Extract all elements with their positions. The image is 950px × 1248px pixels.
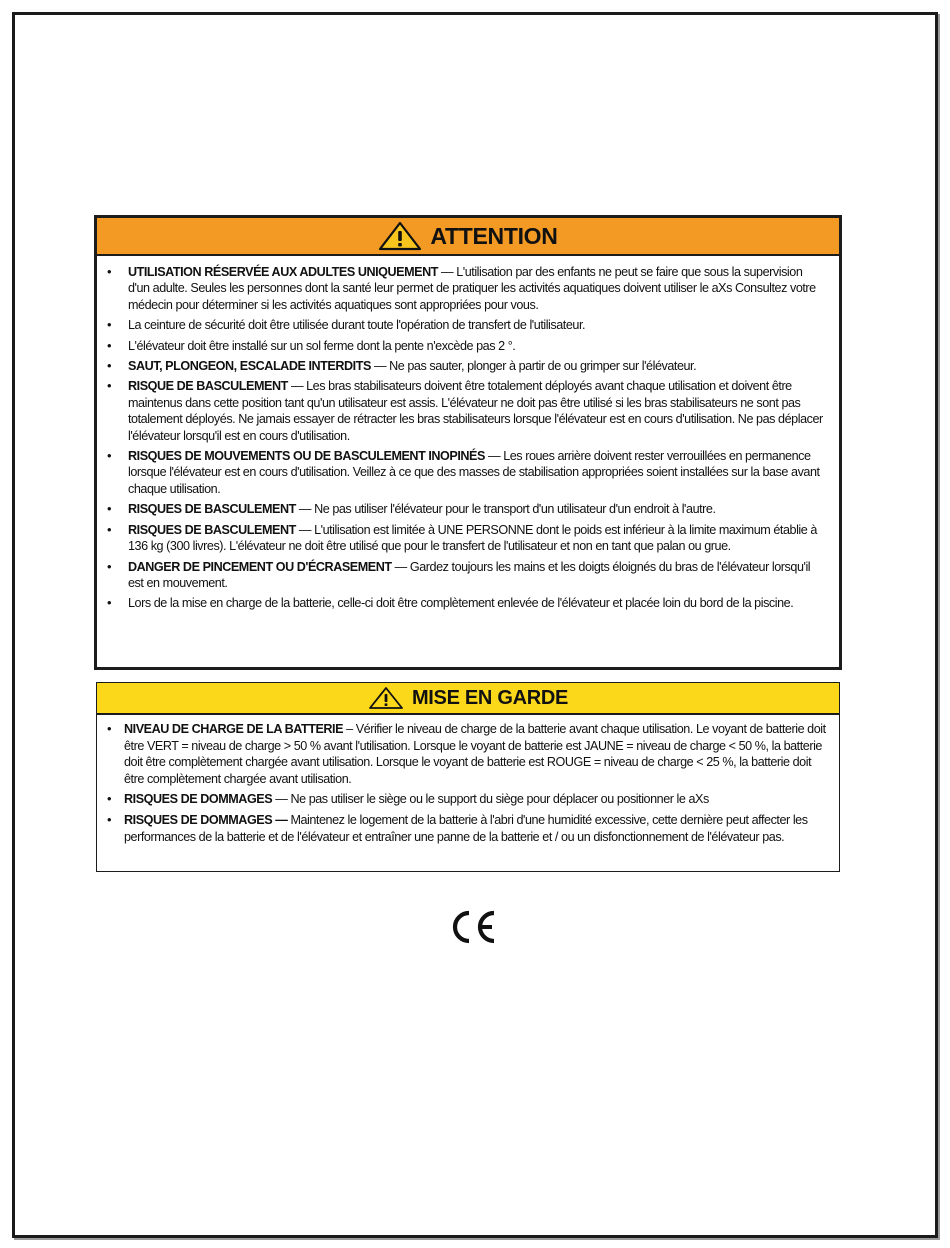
caution-item bbox=[107, 721, 827, 787]
item-lead: DANGER DE PINCEMENT OU D'ÉCRASEMENT bbox=[128, 559, 392, 574]
bullet: • bbox=[107, 521, 112, 537]
warning-triangle-icon bbox=[378, 221, 422, 251]
item-text: L'élévateur doit être installé sur un sol ferme dont la pente n'excède pas 2 °. bbox=[128, 338, 516, 353]
attention-item bbox=[107, 378, 827, 444]
bullet: • bbox=[107, 791, 112, 807]
warning-triangle-icon bbox=[368, 686, 404, 710]
attention-list bbox=[97, 256, 839, 612]
caution-item bbox=[107, 812, 827, 845]
attention-item bbox=[107, 501, 827, 517]
attention-header bbox=[97, 218, 839, 256]
attention-item bbox=[107, 264, 827, 313]
caution-header bbox=[97, 683, 839, 715]
caution-panel bbox=[96, 682, 840, 872]
attention-item bbox=[107, 595, 827, 611]
bullet: • bbox=[107, 721, 112, 736]
attention-item bbox=[107, 559, 827, 592]
item-text: — Ne pas sauter, plonger à partir de ou grimper sur l'élévateur. bbox=[370, 359, 697, 374]
bullet: • bbox=[107, 501, 112, 517]
bullet: • bbox=[107, 811, 112, 827]
attention-item bbox=[107, 448, 827, 497]
item-text: – Vérifier le niveau de charge de la batterie avant chaque utilisation. Le voyant de batterie doit être VERT = niveau de charge > 50 % avant l'utilisation. Lorsque le voyant de batterie est JAUNE = niveau de charge < 50 %, la batterie doit être complètement chargée avant utilisation. Lorsque le voyant de batterie est ROUGE = niveau de charge < 25 %, la batterie doit être complètement chargée avant utilisation. bbox=[124, 722, 826, 786]
item-lead: RISQUE DE BASCULEMENT bbox=[128, 379, 288, 394]
attention-item bbox=[107, 317, 827, 333]
item-lead: RISQUES DE BASCULEMENT bbox=[128, 502, 296, 517]
bullet: • bbox=[107, 448, 112, 464]
item-text: — L'utilisation est limitée à UNE PERSONNE dont le poids est inférieur à la limite maximum établie à 136 kg (300 livres). L'élévateur ne doit être utilisé que pour le transfert de l'utilisateur et non en tant que palan ou grue. bbox=[128, 522, 817, 554]
bullet: • bbox=[107, 378, 112, 394]
caution-list bbox=[97, 715, 839, 845]
bullet: • bbox=[107, 264, 112, 279]
bullet: • bbox=[107, 595, 112, 611]
item-text: — Ne pas utiliser le siège ou le support du siège pour déplacer ou positionner le aXs bbox=[272, 792, 709, 807]
item-text: — Gardez toujours les mains et les doigts éloignés du bras de l'élévateur lorsqu'il est en mouvement. bbox=[128, 559, 811, 590]
caution-title: MISE EN GARDE bbox=[411, 686, 569, 709]
bullet: • bbox=[107, 558, 112, 574]
item-lead: RISQUES DE DOMMAGES — bbox=[124, 812, 288, 827]
attention-item bbox=[107, 338, 827, 354]
item-text: Maintenez le logement de la batterie à l'abri d'une humidité excessive, cette dernière peut affecter les performances de la batterie et de l'élévateur et entraîner une panne de la batterie et / ou un disfonctionnement de l'élévateur pas. bbox=[124, 812, 808, 844]
item-lead: RISQUES DE BASCULEMENT bbox=[128, 522, 296, 537]
item-text: — Les roues arrière doivent rester verrouillées en permanence lorsque l'élévateur est en cours d'utilisation. Veillez à ce que des masses de stabilisation appropriées soient installées sur la base avant chaque utilisation. bbox=[128, 449, 820, 496]
item-lead: UTILISATION RÉSERVÉE AUX ADULTES UNIQUEMENT bbox=[128, 265, 438, 279]
bullet: • bbox=[107, 337, 112, 353]
item-text: Lors de la mise en charge de la batterie, celle-ci doit être complètement enlevée de l'élévateur et placée loin du bord de la piscine. bbox=[128, 596, 794, 611]
item-text: — Ne pas utiliser l'élévateur pour le transport d'un utilisateur d'un endroit à l'autre. bbox=[295, 502, 716, 517]
item-text: La ceinture de sécurité doit être utilisée durant toute l'opération de transfert de l'utilisateur. bbox=[128, 318, 586, 333]
attention-item bbox=[107, 522, 827, 555]
ce-mark-logo bbox=[448, 910, 498, 944]
item-lead: NIVEAU DE CHARGE DE LA BATTERIE bbox=[124, 722, 344, 736]
caution-item bbox=[107, 791, 827, 808]
item-lead: RISQUES DE DOMMAGES bbox=[124, 792, 273, 807]
bullet: • bbox=[107, 317, 112, 333]
attention-panel bbox=[94, 215, 842, 670]
bullet: • bbox=[107, 358, 112, 374]
attention-item bbox=[107, 358, 827, 374]
item-lead: SAUT, PLONGEON, ESCALADE INTERDITS bbox=[128, 359, 371, 374]
attention-title: ATTENTION bbox=[430, 222, 558, 249]
item-text: — Les bras stabilisateurs doivent être totalement déployés avant chaque utilisation et doivent être maintenus dans cette position tant qu'un utilisateur est assis. L'élévateur ne doit pas être utilisé si les bras stabilisateurs ne sont pas totalement déployés. Ne jamais essayer de rétracter les bras stabilisateurs lorsque l'élévateur est en cours d'utilisation. Ne pas déplacer l'élévateur lorsqu'il est en cours d'utilisation. bbox=[128, 379, 823, 443]
item-lead: RISQUES DE MOUVEMENTS OU DE BASCULEMENT INOPINÉS bbox=[128, 449, 485, 464]
item-text: — L'utilisation par des enfants ne peut se faire que sous la supervision d'un adulte. Seules les personnes dont la santé leur permet de pratiquer les activités aquatiques doivent utiliser le aXs Consultez votre médecin pour déterminer si les activités aquatiques sont appropriées pour vous. bbox=[128, 265, 816, 312]
